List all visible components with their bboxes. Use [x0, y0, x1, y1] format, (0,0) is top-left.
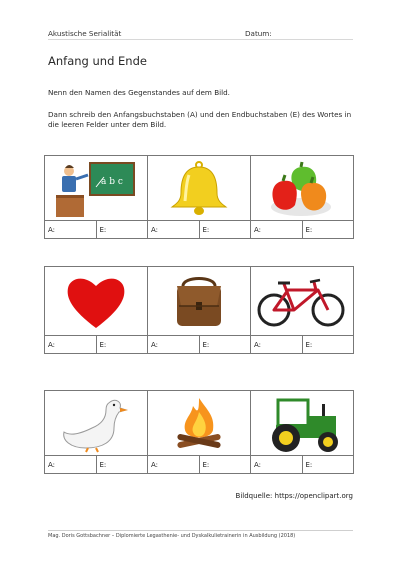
tractor-image: [256, 394, 348, 454]
picture-cell-goose: [45, 391, 148, 457]
start-letter-field[interactable]: A:: [148, 221, 200, 238]
picture-cell-heart: [45, 267, 148, 337]
end-letter-field[interactable]: E:: [200, 221, 252, 238]
answer-row-2: [45, 335, 353, 353]
date-label: Datum:: [245, 29, 272, 38]
end-letter-field[interactable]: E:: [97, 456, 149, 473]
page-footer: Mag. Doris Gottsbachner – Diplomierte Legasthenie- und Dyskalkulietrainerin in Ausbildung (2018): [48, 530, 353, 539]
answer-row-1: [45, 220, 353, 238]
start-letter-field[interactable]: A:: [45, 456, 97, 473]
picture-cell-teacher: [45, 156, 148, 222]
picture-cell-tractor: [251, 391, 353, 457]
goose-image: [58, 394, 134, 454]
end-letter-field[interactable]: E:: [97, 336, 149, 353]
end-letter-field[interactable]: E:: [200, 456, 252, 473]
start-letter-field[interactable]: A:: [45, 336, 97, 353]
worksheet-header: [48, 28, 353, 40]
start-letter-field[interactable]: A:: [45, 221, 97, 238]
answer-row-3: [45, 455, 353, 473]
picture-cell-bicycle: [251, 267, 353, 337]
start-letter-field[interactable]: A:: [251, 456, 303, 473]
picture-cell-bag: [148, 267, 251, 337]
end-letter-field[interactable]: E:: [305, 226, 313, 234]
start-letter-field[interactable]: A:: [251, 336, 303, 353]
bell-peppers-image: [267, 159, 337, 219]
start-letter-field[interactable]: A:: [148, 336, 200, 353]
start-letter-field[interactable]: A:: [148, 456, 200, 473]
bicycle-image: [256, 274, 348, 330]
end-letter-field[interactable]: E:: [200, 336, 252, 353]
instruction-2: Dann schreib den Anfangsbuchstaben (A) und den Endbuchstaben (E) des Wortes in die leeren Felder unter dem Bild.: [48, 110, 352, 129]
bell-image: [164, 159, 234, 219]
end-letter-field[interactable]: E:: [305, 341, 313, 349]
picture-row-3: [44, 390, 354, 474]
page-title: Anfang und Ende: [48, 54, 147, 68]
end-letter-field[interactable]: E:: [305, 461, 313, 469]
picture-cell-bell: [148, 156, 251, 222]
start-letter-field[interactable]: A:: [251, 221, 303, 238]
heart-image: [64, 274, 128, 330]
end-letter-field[interactable]: E:: [97, 221, 149, 238]
image-credit: Bildquelle: https://openclipart.org: [235, 492, 353, 500]
blackboard-text: a b c: [101, 177, 123, 187]
campfire-image: [169, 394, 229, 454]
picture-cell-peppers: [251, 156, 353, 222]
bag-image: [169, 272, 229, 332]
worksheet-subject: Akustische Serialität: [48, 29, 122, 38]
instruction-1: Nenn den Namen des Gegenstandes auf dem Bild.: [48, 88, 230, 97]
teacher-blackboard-image: [48, 159, 144, 219]
picture-row-2: [44, 266, 354, 354]
picture-cell-campfire: [148, 391, 251, 457]
picture-row-1: [44, 155, 354, 239]
